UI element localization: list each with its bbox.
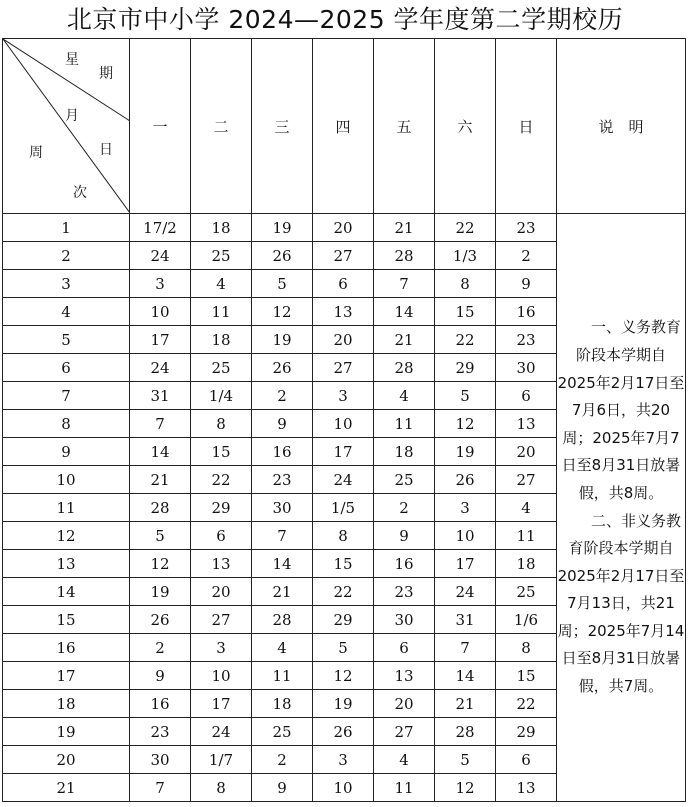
date-cell-wed: 25 — [252, 718, 313, 746]
date-cell-wed: 26 — [252, 354, 313, 382]
date-cell-tue: 15 — [191, 438, 252, 466]
date-cell-wed: 11 — [252, 662, 313, 690]
date-cell-tue: 8 — [191, 410, 252, 438]
date-cell-tue: 24 — [191, 718, 252, 746]
date-cell-sun: 23 — [496, 326, 557, 354]
date-cell-tue: 18 — [191, 214, 252, 242]
date-cell-wed: 30 — [252, 494, 313, 522]
date-cell-mon: 24 — [130, 242, 191, 270]
date-cell-sat: 12 — [435, 410, 496, 438]
weekday-header-mon: 一 — [130, 39, 191, 214]
date-cell-sat: 22 — [435, 326, 496, 354]
weekday-header-tue: 二 — [191, 39, 252, 214]
date-cell-sat: 3 — [435, 494, 496, 522]
date-cell-fri: 7 — [374, 270, 435, 298]
date-cell-thu: 22 — [313, 578, 374, 606]
week-number-cell: 8 — [3, 410, 130, 438]
date-cell-fri: 25 — [374, 466, 435, 494]
date-cell-tue: 29 — [191, 494, 252, 522]
date-cell-wed: 18 — [252, 690, 313, 718]
note-paragraph: 一、义务教育阶段本学期自2025年2月17日至7月6日，共20周；2025年7月7日至8月31日放暑假，共8周。 — [557, 318, 685, 502]
date-cell-wed: 5 — [252, 270, 313, 298]
date-cell-tue: 20 — [191, 578, 252, 606]
date-cell-sun: 16 — [496, 298, 557, 326]
date-cell-thu: 27 — [313, 354, 374, 382]
week-number-cell: 2 — [3, 242, 130, 270]
date-cell-thu: 6 — [313, 270, 374, 298]
week-number-cell: 5 — [3, 326, 130, 354]
date-cell-wed: 4 — [252, 634, 313, 662]
date-cell-fri: 16 — [374, 550, 435, 578]
date-cell-fri: 11 — [374, 774, 435, 802]
date-cell-sat: 5 — [435, 746, 496, 774]
date-cell-fri: 30 — [374, 606, 435, 634]
week-number-cell: 12 — [3, 522, 130, 550]
date-cell-wed: 2 — [252, 746, 313, 774]
date-cell-mon: 19 — [130, 578, 191, 606]
date-cell-wed: 19 — [252, 326, 313, 354]
week-number-cell: 6 — [3, 354, 130, 382]
note-paragraph: 二、非义务教育阶段本学期自2025年2月17日至7月13日，共21周；2025年7月14日至8月31日放暑假，共7周。 — [557, 511, 685, 696]
date-cell-wed: 16 — [252, 438, 313, 466]
week-number-cell: 18 — [3, 690, 130, 718]
date-cell-tue: 25 — [191, 242, 252, 270]
week-number-cell: 4 — [3, 298, 130, 326]
week-number-cell: 15 — [3, 606, 130, 634]
date-cell-tue: 17 — [191, 690, 252, 718]
date-cell-sun: 9 — [496, 270, 557, 298]
date-cell-mon: 17/2 — [130, 214, 191, 242]
header-star-label: 星 — [65, 52, 79, 68]
date-cell-mon: 2 — [130, 634, 191, 662]
date-cell-wed: 23 — [252, 466, 313, 494]
date-cell-fri: 21 — [374, 214, 435, 242]
date-cell-sat: 8 — [435, 270, 496, 298]
header-period-label: 期 — [99, 66, 113, 82]
date-cell-sat: 7 — [435, 634, 496, 662]
date-cell-fri: 6 — [374, 634, 435, 662]
date-cell-sat: 1/3 — [435, 242, 496, 270]
date-cell-thu: 20 — [313, 214, 374, 242]
date-cell-fri: 21 — [374, 326, 435, 354]
weekday-header-thu: 四 — [313, 39, 374, 214]
date-cell-sat: 19 — [435, 438, 496, 466]
date-cell-fri: 28 — [374, 354, 435, 382]
header-month-label: 月 — [65, 108, 79, 124]
date-cell-tue: 10 — [191, 662, 252, 690]
week-number-cell: 1 — [3, 214, 130, 242]
notes-cell — [557, 214, 686, 802]
date-cell-mon: 10 — [130, 298, 191, 326]
date-cell-thu: 20 — [313, 326, 374, 354]
date-cell-sun: 1/6 — [496, 606, 557, 634]
date-cell-mon: 24 — [130, 354, 191, 382]
date-cell-thu: 26 — [313, 718, 374, 746]
header-row — [3, 39, 686, 214]
date-cell-thu: 24 — [313, 466, 374, 494]
date-cell-sun: 13 — [496, 774, 557, 802]
date-cell-thu: 5 — [313, 634, 374, 662]
date-cell-sat: 28 — [435, 718, 496, 746]
date-cell-sun: 6 — [496, 382, 557, 410]
date-cell-thu: 17 — [313, 438, 374, 466]
date-cell-sun: 29 — [496, 718, 557, 746]
date-cell-wed: 9 — [252, 774, 313, 802]
weekday-header-sun: 日 — [496, 39, 557, 214]
date-cell-sat: 22 — [435, 214, 496, 242]
date-cell-sat: 21 — [435, 690, 496, 718]
date-cell-wed: 26 — [252, 242, 313, 270]
date-cell-sat: 10 — [435, 522, 496, 550]
date-cell-sun: 13 — [496, 410, 557, 438]
weekday-header-fri: 五 — [374, 39, 435, 214]
date-cell-tue: 13 — [191, 550, 252, 578]
date-cell-mon: 7 — [130, 410, 191, 438]
date-cell-mon: 28 — [130, 494, 191, 522]
week-number-cell: 16 — [3, 634, 130, 662]
date-cell-fri: 4 — [374, 382, 435, 410]
date-cell-thu: 27 — [313, 242, 374, 270]
week-number-cell: 13 — [3, 550, 130, 578]
date-cell-mon: 12 — [130, 550, 191, 578]
week-row — [3, 214, 686, 242]
calendar-title: 北京市中小学 2024—2025 学年度第二学期校历 — [66, 5, 624, 34]
date-cell-tue: 8 — [191, 774, 252, 802]
date-cell-sat: 17 — [435, 550, 496, 578]
date-cell-sun: 30 — [496, 354, 557, 382]
week-number-cell: 7 — [3, 382, 130, 410]
date-cell-sun: 6 — [496, 746, 557, 774]
date-cell-sat: 31 — [435, 606, 496, 634]
date-cell-mon: 26 — [130, 606, 191, 634]
date-cell-sat: 29 — [435, 354, 496, 382]
school-calendar-table — [2, 38, 686, 802]
weekday-header-sat: 六 — [435, 39, 496, 214]
header-week-label: 周 — [29, 145, 43, 161]
date-cell-thu: 10 — [313, 774, 374, 802]
date-cell-mon: 21 — [130, 466, 191, 494]
date-cell-fri: 27 — [374, 718, 435, 746]
date-cell-thu: 12 — [313, 662, 374, 690]
date-cell-tue: 4 — [191, 270, 252, 298]
date-cell-fri: 18 — [374, 438, 435, 466]
date-cell-fri: 23 — [374, 578, 435, 606]
date-cell-tue: 3 — [191, 634, 252, 662]
date-cell-sun: 20 — [496, 438, 557, 466]
date-cell-thu: 10 — [313, 410, 374, 438]
week-number-cell: 14 — [3, 578, 130, 606]
date-cell-thu: 29 — [313, 606, 374, 634]
date-cell-mon: 23 — [130, 718, 191, 746]
date-cell-sun: 23 — [496, 214, 557, 242]
date-cell-sat: 5 — [435, 382, 496, 410]
date-cell-tue: 1/4 — [191, 382, 252, 410]
week-number-cell: 3 — [3, 270, 130, 298]
date-cell-sun: 11 — [496, 522, 557, 550]
date-cell-wed: 7 — [252, 522, 313, 550]
date-cell-mon: 9 — [130, 662, 191, 690]
date-cell-wed: 14 — [252, 550, 313, 578]
date-cell-sat: 15 — [435, 298, 496, 326]
notes-header: 说 明 — [557, 39, 686, 214]
header-order-label: 次 — [73, 185, 87, 201]
diagonal-header-cell — [3, 39, 130, 214]
week-number-cell: 11 — [3, 494, 130, 522]
date-cell-wed: 19 — [252, 214, 313, 242]
date-cell-tue: 1/7 — [191, 746, 252, 774]
date-cell-mon: 5 — [130, 522, 191, 550]
date-cell-tue: 11 — [191, 298, 252, 326]
date-cell-fri: 9 — [374, 522, 435, 550]
date-cell-tue: 22 — [191, 466, 252, 494]
date-cell-wed: 12 — [252, 298, 313, 326]
date-cell-fri: 14 — [374, 298, 435, 326]
date-cell-thu: 3 — [313, 382, 374, 410]
date-cell-mon: 14 — [130, 438, 191, 466]
date-cell-thu: 8 — [313, 522, 374, 550]
date-cell-sun: 2 — [496, 242, 557, 270]
date-cell-sun: 22 — [496, 690, 557, 718]
date-cell-wed: 2 — [252, 382, 313, 410]
date-cell-thu: 19 — [313, 690, 374, 718]
date-cell-tue: 18 — [191, 326, 252, 354]
date-cell-sat: 12 — [435, 774, 496, 802]
date-cell-mon: 3 — [130, 270, 191, 298]
date-cell-sat: 26 — [435, 466, 496, 494]
week-number-cell: 9 — [3, 438, 130, 466]
date-cell-sun: 25 — [496, 578, 557, 606]
date-cell-sun: 4 — [496, 494, 557, 522]
date-cell-wed: 9 — [252, 410, 313, 438]
date-cell-sun: 8 — [496, 634, 557, 662]
date-cell-mon: 7 — [130, 774, 191, 802]
date-cell-thu: 1/5 — [313, 494, 374, 522]
weekday-header-wed: 三 — [252, 39, 313, 214]
week-number-cell: 19 — [3, 718, 130, 746]
date-cell-fri: 2 — [374, 494, 435, 522]
date-cell-thu: 13 — [313, 298, 374, 326]
week-number-cell: 21 — [3, 774, 130, 802]
date-cell-sat: 24 — [435, 578, 496, 606]
date-cell-tue: 6 — [191, 522, 252, 550]
week-number-cell: 10 — [3, 466, 130, 494]
header-day-label: 日 — [99, 142, 113, 158]
date-cell-fri: 28 — [374, 242, 435, 270]
date-cell-mon: 17 — [130, 326, 191, 354]
date-cell-tue: 25 — [191, 354, 252, 382]
date-cell-mon: 31 — [130, 382, 191, 410]
week-number-cell: 20 — [3, 746, 130, 774]
date-cell-fri: 11 — [374, 410, 435, 438]
date-cell-fri: 4 — [374, 746, 435, 774]
date-cell-sun: 27 — [496, 466, 557, 494]
date-cell-mon: 16 — [130, 690, 191, 718]
week-number-cell: 17 — [3, 662, 130, 690]
date-cell-sat: 14 — [435, 662, 496, 690]
date-cell-tue: 27 — [191, 606, 252, 634]
date-cell-sun: 18 — [496, 550, 557, 578]
date-cell-thu: 3 — [313, 746, 374, 774]
date-cell-fri: 20 — [374, 690, 435, 718]
date-cell-mon: 30 — [130, 746, 191, 774]
date-cell-wed: 28 — [252, 606, 313, 634]
date-cell-thu: 15 — [313, 550, 374, 578]
date-cell-wed: 21 — [252, 578, 313, 606]
date-cell-fri: 13 — [374, 662, 435, 690]
date-cell-sun: 15 — [496, 662, 557, 690]
